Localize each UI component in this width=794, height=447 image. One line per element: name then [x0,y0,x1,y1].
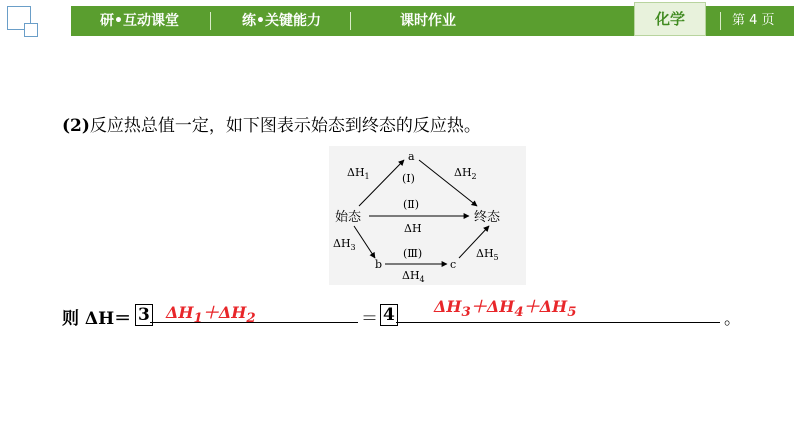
answer-box-4: 4 [380,304,398,326]
label-dH5: $\Delta H_5$ [476,247,499,262]
node-end: 终态 [474,210,501,225]
tab-interactive-class[interactable]: 研•互动课堂 [100,13,179,29]
tab-separator [210,12,211,30]
tab-separator [720,12,721,30]
label-dH1: $\Delta H_1$ [347,166,370,181]
tab-homework[interactable]: 课时作业 [400,13,456,29]
tab-key-ability[interactable]: 练•关键能力 [242,13,321,29]
tab-separator [350,12,351,30]
label-dH3: $\Delta H_3$ [333,237,356,252]
node-c: c [450,258,457,271]
label-path2: (Ⅱ) [403,198,420,211]
answer-prefix: 则 ΔH＝ [62,309,132,329]
answer-box-3: 3 [135,304,153,326]
page-number: 第 4 页 [732,13,775,28]
label-path3: (Ⅲ) [403,247,423,260]
label-dH: ΔH [404,222,422,235]
node-a: a [408,150,415,163]
arrow-start-to-b [354,226,375,258]
label-dH4: $\Delta H_4$ [402,269,425,284]
label-path1: (Ⅰ) [402,172,415,185]
node-start: 始态 [335,210,362,225]
diagram-svg [329,146,526,285]
blank-underline-2 [396,322,720,323]
logo-square-small [24,23,38,37]
question-number: (2) [62,116,90,136]
question-text: 反应热总值一定，如下图表示始态到终态的反应热。 [89,116,481,136]
reaction-path-diagram [329,146,526,285]
answer-1: $\Delta H_1+\Delta H_2$ [166,303,256,327]
question-heading [62,111,481,136]
answer-2: $\Delta H_3+\Delta H_4+\Delta H_5$ [434,297,577,321]
equals-sign: ＝ [361,309,378,329]
arrow-start-to-a [359,160,404,206]
answer-line [62,297,762,332]
node-b: b [375,258,383,271]
subject-label: 化学 [634,2,706,36]
blank-underline-1 [150,322,358,323]
label-dH2: $\Delta H_2$ [454,166,477,181]
period: 。 [724,309,741,329]
